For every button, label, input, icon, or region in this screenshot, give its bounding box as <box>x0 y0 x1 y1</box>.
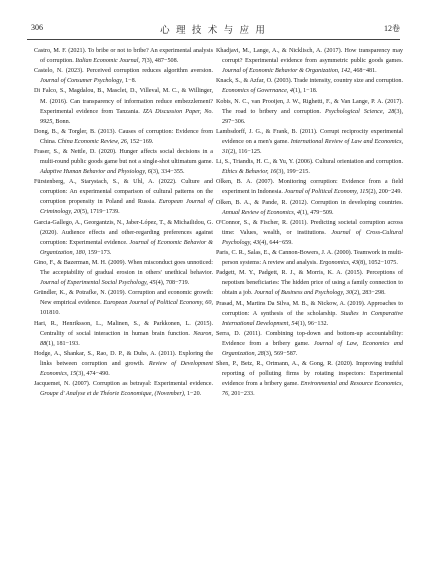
reference-italic-text: Psychological Science, 28 <box>325 108 395 115</box>
reference-tail-text: , 1−8. <box>122 78 137 85</box>
reference-italic-text: European Journal of Political Economy, 60 <box>103 300 212 307</box>
reference-entry <box>213 97 403 127</box>
reference-plain-text: Hari, R., Henriksson, L., Malinen, S., & Parkkonen, L. (2015). Centrality of social interaction in human brain function. <box>34 320 213 337</box>
reference-tail-text: (3), 474−490. <box>76 370 110 377</box>
reference-plain-text: Kobis, N. C., van Prooijen, J. W., Righetti, F., & Van Lange, P. A. (2017). The road to bribery and corruption. <box>216 98 403 115</box>
reference-entry <box>31 379 213 399</box>
reference-plain-text: Castro, M. F. (2021). To bribe or not to bribe? An experimental analysis of corruption. <box>34 48 213 65</box>
reference-plain-text: Li, S., Triandis, H. C., & Yu, Y. (2006). Cultural orientation and corruption. <box>216 159 403 166</box>
reference-entry <box>31 218 213 258</box>
reference-italic-text: IZA Discussion Paper, No. 9925 <box>40 108 213 125</box>
reference-tail-text: (1), 96−132. <box>297 320 329 327</box>
reference-tail-text: , 101810. <box>40 300 213 317</box>
reference-tail-text: (2), 116−125. <box>228 148 262 155</box>
reference-entry <box>31 46 213 66</box>
reference-plain-text: Olken, B. A. (2007). Monitoring corruption: Evidence from a field experiment in Indonesia. <box>216 179 403 196</box>
reference-tail-text: (4), 644−659. <box>259 239 293 246</box>
reference-entry <box>213 218 403 248</box>
reference-tail-text: , 159−173. <box>84 249 112 256</box>
reference-plain-text: Fürstenberg, A., Starystach, S., & Uhl, A. (2022). Culture and corruption: An experimental comparison of cultural patterns on the corruption propensity in Poland and Russia. <box>34 179 213 206</box>
reference-tail-text: , 468−481. <box>350 68 377 75</box>
reference-plain-text: Padgett, M. Y., Padgett, R. J., & Morris, K. A. (2015). Perceptions of nepotism beneficiaries: The hidden price of using a family connection to obtain a job. <box>216 270 403 297</box>
reference-tail-text: (1), 1−18. <box>292 88 318 95</box>
reference-italic-text: Studies in Comparative International Development, 54 <box>222 310 403 327</box>
volume-label: 12卷 <box>384 24 400 33</box>
journal-title: 心 理 技 术 与 应 用 <box>160 26 267 36</box>
reference-italic-text: Journal of Political Economy, 115 <box>284 189 369 196</box>
reference-entry <box>213 177 403 197</box>
reference-entry <box>213 46 403 76</box>
reference-plain-text: Lambsdorff, J. G., & Frank, B. (2011). Corrupt reciprocity experimental evidence on a men's game. <box>216 128 403 145</box>
reference-entry <box>213 248 403 268</box>
reference-plain-text: Paris, C. R., Salas, E., & Cannon-Bowers, J. A. (2000). Teamwork in multi-person systems: A review and analysis. <box>216 250 403 267</box>
reference-entry <box>31 127 213 147</box>
reference-entry <box>31 319 213 349</box>
reference-italic-text: Journal of Business and Psychology, 30 <box>254 290 352 297</box>
reference-entry <box>31 288 213 318</box>
reference-plain-text: Jacquemet, N. (2007). Corruption as betrayal: Experimental evidence. <box>34 381 213 388</box>
reference-italic-text: Journal of Economic Behavior & Organization, 180 <box>40 239 213 256</box>
page-header <box>27 23 400 37</box>
reference-entry <box>213 76 403 96</box>
reference-italic-text: Italian Economic Journal, 7 <box>75 58 145 65</box>
reference-plain-text: Khadjavi, M., Lange, A., & Nicklisch, A. (2017). How transparency may corrupt? Experimental evidence from asymmetric public goods games. <box>216 48 403 65</box>
reference-entry <box>31 258 213 288</box>
reference-tail-text: , 201−233. <box>228 391 255 398</box>
reference-plain-text: Gino, F., & Bazerman, M. H. (2009). When misconduct goes unnoticed: The acceptability of gradual erosion in others' unethical behavior. <box>34 259 213 277</box>
reference-italic-text: European Journal of Criminology, 20 <box>40 199 213 216</box>
reference-entry <box>31 86 213 126</box>
reference-italic-text: Journal of Law, Economics and Organization, 28 <box>222 340 404 357</box>
reference-tail-text: (3), 487−508. <box>144 58 179 65</box>
reference-entry <box>31 177 213 217</box>
reference-tail-text: (3), 569−587. <box>263 350 298 357</box>
reference-entry <box>213 299 403 329</box>
reference-plain-text: Serra, D. (2011). Combining top-down and bottom-up accountability: Evidence from a bribery game. <box>216 330 403 347</box>
reference-italic-text: Ergonomics, 43 <box>319 260 359 267</box>
reference-plain-text: Knack, S., & Azfar, O. (2003). Trade intensity, country size and corruption. <box>216 78 403 85</box>
reference-italic-text: Journal of Economic Behavior & Organization, 142 <box>222 68 351 75</box>
reference-entry <box>31 147 213 177</box>
reference-entry <box>31 349 213 379</box>
reference-plain-text: Hodge, A., Shankar, S., Rao, D. P., & Duhs, A. (2011). Exploring the links between corruption and growth. <box>34 350 213 367</box>
reference-plain-text: Fraser, S., & Nettle, D. (2020). Hunger affects social decisions in a multi-round public goods game but not a single-shot ultimatum game. <box>34 149 213 166</box>
header-divider <box>27 39 400 40</box>
reference-italic-text: Adaptive Human Behavior and Physiology, 6 <box>40 169 151 176</box>
reference-tail-text: (3), 334−355. <box>150 169 185 176</box>
reference-tail-text: (3), 297−306. <box>222 108 403 125</box>
reference-tail-text: , Bonn. <box>52 118 71 125</box>
references-left-column <box>31 46 213 399</box>
reference-entry <box>213 268 403 298</box>
reference-plain-text: Garcia-Gallego, A., Georgantzis, N., Jaber-López, T., & Michailidou, G. (2020). Audience effects and other-regarding preferences against corruption: Experimental evidence. <box>34 219 213 246</box>
reference-tail-text: (8), 1052−1075. <box>358 260 398 267</box>
reference-entry <box>213 127 403 157</box>
reference-tail-text: , 152−169. <box>126 138 154 145</box>
reference-tail-text: (2), 200−249. <box>368 189 403 196</box>
reference-tail-text: (2), 283−298. <box>351 290 386 297</box>
reference-italic-text: Journal of Cross-Cultural Psychology, 43 <box>222 229 403 246</box>
reference-italic-text: Journal of Experimental Social Psychology, 45 <box>40 280 156 287</box>
reference-tail-text: , 1−20. <box>183 391 202 398</box>
reference-italic-text: International Review of Law and Economics, 31 <box>222 138 403 155</box>
reference-plain-text: Dong, B., & Torgler, B. (2013). Causes of corruption: Evidence from China. <box>34 128 213 145</box>
references-right-column <box>213 46 403 399</box>
reference-entry <box>213 198 403 218</box>
reference-italic-text: Ethics & Behavior, 16 <box>222 169 277 176</box>
reference-italic-text: Review of Development Economics, 15 <box>40 360 213 377</box>
reference-tail-text: (1), 479−509. <box>299 209 334 216</box>
reference-entry <box>213 157 403 177</box>
reference-tail-text: (1), 181−193. <box>46 340 80 347</box>
reference-plain-text: Shen, P., Betz, R., Ortmann, A., & Gong, R. (2020). Improving truthful reporting of polluting firms by rotating inspectors: Experimental evidence from a bribery game. <box>216 361 403 388</box>
reference-plain-text: O'Connor, S., & Fischer, R. (2011). Predicting societal corruption across time: Values, wealth, or institutions. <box>216 219 403 236</box>
reference-tail-text: (5), 1719−1739. <box>79 209 120 216</box>
reference-entry <box>213 359 403 399</box>
reference-plain-text: Prasad, M., Martins Da Silva, M. B., & Nickow, A. (2019). Approaches to corruption: A synthesis of the scholarship. <box>216 300 403 317</box>
reference-italic-text: Environmental and Resource Economics, 76 <box>222 381 403 398</box>
reference-plain-text: Castelo, N. (2023). Perceived corruption reduces algorithm aversion. <box>34 68 213 75</box>
reference-tail-text: (3), 199−215. <box>276 169 310 176</box>
reference-plain-text: Di Falco, S., Magdalou, B., Masclet, D., Villeval, M. C., & Willinger, M. (2016). Can transparency of information reduce embezzlement? Experimental evidence from Tanzania. <box>34 88 213 115</box>
reference-italic-text: Economics of Governance, 4 <box>222 88 293 95</box>
reference-tail-text: (4), 708−719. <box>155 280 190 287</box>
reference-italic-text: China Economic Review, 26 <box>57 138 127 145</box>
reference-italic-text: Groupe d' Analyse et de Théorie Economique, (November) <box>40 391 184 398</box>
reference-entry <box>213 329 403 359</box>
reference-italic-text: Annual Review of Economics, 4 <box>222 209 300 216</box>
reference-entry <box>31 66 213 86</box>
reference-plain-text: Gründler, K., & Potrafke, N. (2019). Corruption and economic growth: New empirical evidence. <box>34 290 213 307</box>
reference-plain-text: Olken, B. A., & Pande, R. (2012). Corruption in developing countries. <box>216 199 403 206</box>
page-number: 306 <box>31 23 43 32</box>
reference-italic-text: Neuron, 88 <box>40 330 213 347</box>
reference-italic-text: Journal of Consumer Psychology <box>40 78 123 85</box>
